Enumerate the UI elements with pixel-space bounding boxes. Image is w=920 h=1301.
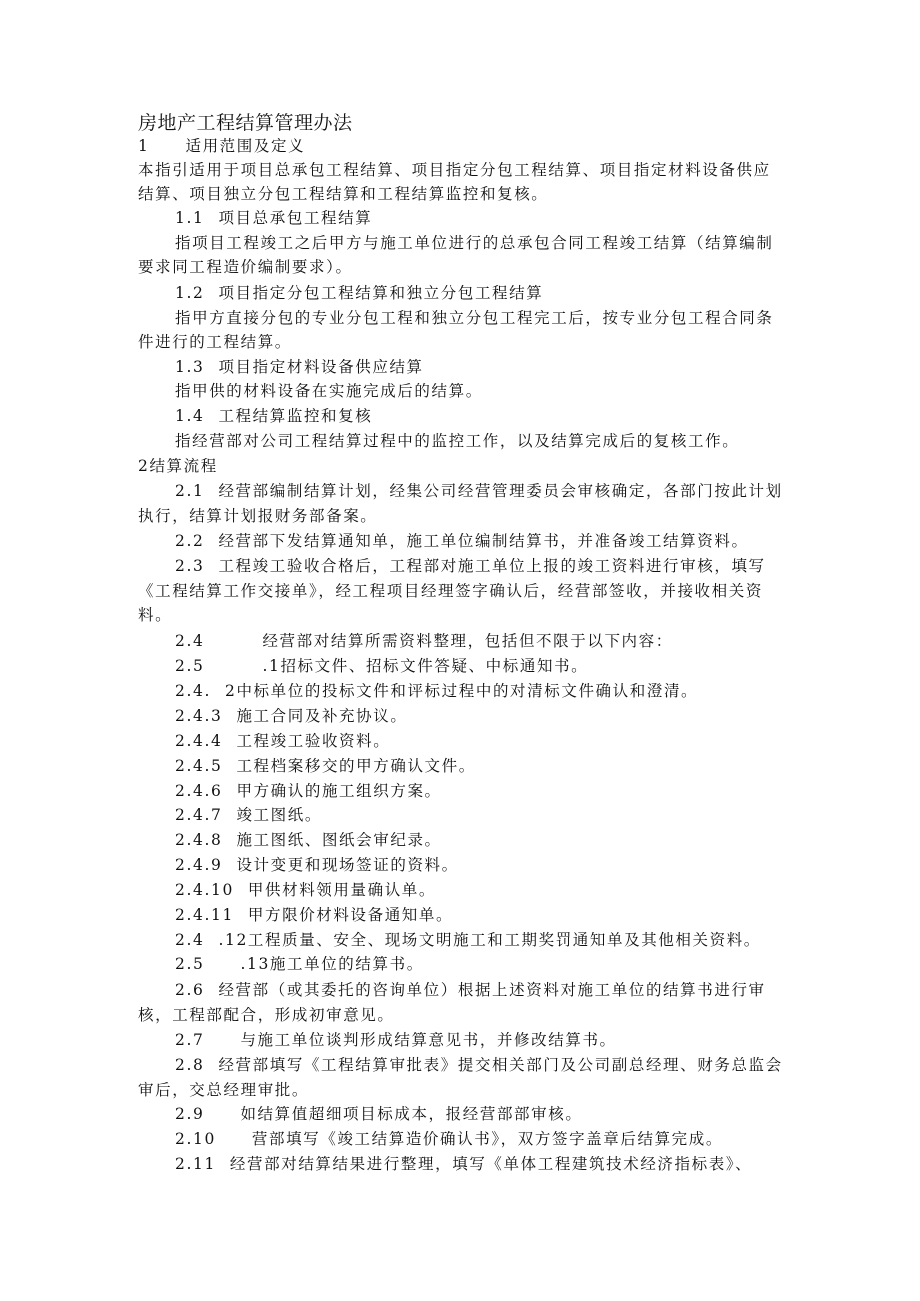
list-item-2-4-12 bbox=[175, 929, 761, 951]
list-item-2-4-9 bbox=[175, 854, 459, 876]
section-number: 1.3 bbox=[175, 358, 205, 376]
section-title: 项目总承包工程结算 bbox=[218, 209, 373, 227]
item-text: 与施工单位谈判形成结算意见书，并修改结算书。 bbox=[240, 1031, 617, 1049]
list-item-2-4-10 bbox=[175, 879, 436, 901]
list-item-2-4-6 bbox=[175, 780, 442, 802]
item-text: .12工程质量、安全、现场文明施工和工期奖罚通知单及其他相关资料。 bbox=[218, 931, 761, 949]
item-number: 2.5 bbox=[175, 955, 205, 973]
item-number: 2.11 bbox=[175, 1155, 216, 1173]
section-number: 1.4 bbox=[175, 407, 205, 425]
paragraph-line: 料。 bbox=[138, 606, 173, 624]
list-item-2-5-13 bbox=[175, 953, 424, 975]
paragraph-line: 结算、项目独立分包工程结算和工程结算监控和复核。 bbox=[138, 185, 549, 203]
list-item-2-9 bbox=[175, 1103, 582, 1125]
paragraph-line: 《工程结算工作交接单》，经工程项目经理签字确认后，经营部签收，并接收相关资 bbox=[138, 582, 763, 600]
paragraph-line: 审后，交总经理审批。 bbox=[138, 1081, 310, 1099]
list-item-2-4 bbox=[175, 630, 673, 652]
section-title: 项目指定材料设备供应结算 bbox=[218, 358, 424, 376]
section-number: 1.2 bbox=[175, 284, 205, 302]
item-text: .13施工单位的结算书。 bbox=[240, 955, 424, 973]
item-number: 2.1 bbox=[175, 482, 205, 500]
item-number: 2.4 bbox=[175, 931, 205, 949]
paragraph-line: 本指引适用于项目总承包工程结算、项目指定分包工程结算、项目指定材料设备供应 bbox=[138, 161, 771, 179]
item-number: 2.4.8 bbox=[175, 831, 223, 849]
item-number: 2.6 bbox=[175, 981, 205, 999]
item-text: 经营部编制结算计划，经集公司经营管理委员会审核确定，各部门按此计划 bbox=[218, 482, 783, 500]
paragraph-line: 指项目工程竣工之后甲方与施工单位进行的总承包合同工程竣工结算（结算编制 bbox=[175, 234, 774, 252]
paragraph-line: 核，工程部配合，形成初审意见。 bbox=[138, 1006, 395, 1024]
item-number: 2.8 bbox=[175, 1056, 205, 1074]
subsection-heading bbox=[175, 207, 372, 229]
item-text: 经营部下发结算通知单，施工单位编制结算书，并准备竣工结算资料。 bbox=[218, 532, 749, 550]
item-number: 2.4.5 bbox=[175, 757, 223, 775]
item-text: 工程档案移交的甲方确认文件。 bbox=[236, 757, 476, 775]
list-item-2-2 bbox=[175, 530, 749, 552]
list-item-2-7 bbox=[175, 1029, 617, 1051]
list-item-2-10 bbox=[175, 1128, 723, 1150]
item-number: 2.4.11 bbox=[175, 906, 234, 924]
paragraph-line: 件进行的工程结算。 bbox=[138, 333, 292, 351]
document-title: 房地产工程结算管理办法 bbox=[138, 112, 353, 134]
paragraph-line: 指甲方直接分包的专业分包工程和独立分包工程完工后，按专业分包工程合同条 bbox=[175, 309, 774, 327]
item-text: 施工合同及补充协议。 bbox=[236, 707, 408, 725]
paragraph-line: 指甲供的材料设备在实施完成后的结算。 bbox=[175, 382, 483, 400]
item-text: 经营部对结算结果进行整理，填写《单体工程建筑技术经济指标表》、 bbox=[229, 1155, 753, 1173]
section-title: 项目指定分包工程结算和独立分包工程结算 bbox=[218, 284, 544, 302]
item-number: 2.4 bbox=[175, 632, 205, 650]
item-text: 经营部（或其委托的咨询单位）根据上述资料对施工单位的结算书进行审 bbox=[218, 981, 766, 999]
list-item-2-4-2 bbox=[175, 680, 698, 702]
item-text: 甲供材料领用量确认单。 bbox=[247, 881, 437, 899]
item-text: 施工图纸、图纸会审纪录。 bbox=[236, 831, 442, 849]
item-text: 工程竣工验收资料。 bbox=[236, 732, 391, 750]
item-number: 2.4.6 bbox=[175, 782, 223, 800]
item-text: 营部填写《竣工结算造价确认书》，双方签字盖章后结算完成。 bbox=[251, 1130, 723, 1148]
item-number: 2.10 bbox=[175, 1130, 216, 1148]
section-1-heading bbox=[138, 135, 305, 157]
item-text: 工程竣工验收合格后，工程部对施工单位上报的竣工资料进行审核，填写 bbox=[218, 557, 766, 575]
paragraph-line: 执行，结算计划报财务部备案。 bbox=[138, 507, 378, 525]
item-number: 2.4.3 bbox=[175, 707, 223, 725]
list-item-2-8 bbox=[175, 1054, 783, 1076]
item-number: 2.4.7 bbox=[175, 806, 223, 824]
list-item-2-4-8 bbox=[175, 829, 442, 851]
item-text: 甲方限价材料设备通知单。 bbox=[247, 906, 454, 924]
section-2-heading: 2结算流程 bbox=[138, 457, 218, 475]
item-text: .1招标文件、招标文件答疑、中标通知书。 bbox=[262, 657, 589, 675]
item-text: 如结算值超细项目标成本，报经营部部审核。 bbox=[240, 1105, 583, 1123]
item-text: 经营部对结算所需资料整理，包括但不限于以下内容： bbox=[262, 632, 673, 650]
section-number: 1.1 bbox=[175, 209, 205, 227]
item-text: 竣工图纸。 bbox=[236, 806, 322, 824]
section-number: 1 bbox=[138, 137, 150, 155]
list-item-2-11 bbox=[175, 1153, 752, 1175]
list-item-2-5 bbox=[175, 655, 588, 677]
paragraph-line: 要求同工程造价编制要求）。 bbox=[138, 258, 353, 276]
item-number: 2.3 bbox=[175, 557, 205, 575]
list-item-2-4-3 bbox=[175, 705, 407, 727]
list-item-2-4-4 bbox=[175, 730, 390, 752]
section-title: 工程结算监控和复核 bbox=[218, 407, 373, 425]
list-item-2-6 bbox=[175, 979, 766, 1001]
list-item-2-4-7 bbox=[175, 804, 322, 826]
item-number: 2.9 bbox=[175, 1105, 205, 1123]
item-number: 2.4.10 bbox=[175, 881, 234, 899]
item-number: 2.7 bbox=[175, 1031, 205, 1049]
list-item-2-1 bbox=[175, 480, 783, 502]
item-text: 经营部填写《工程结算审批表》提交相关部门及公司副总经理、财务总监会 bbox=[218, 1056, 783, 1074]
item-number: 2.4.9 bbox=[175, 856, 223, 874]
item-number: 2.2 bbox=[175, 532, 205, 550]
item-number: 2.4. bbox=[175, 682, 211, 700]
subsection-heading bbox=[175, 356, 424, 378]
list-item-2-3 bbox=[175, 555, 766, 577]
paragraph-line: 指经营部对公司工程结算过程中的监控工作，以及结算完成后的复核工作。 bbox=[175, 432, 740, 450]
item-number: 2.4.4 bbox=[175, 732, 223, 750]
item-text: 甲方确认的施工组织方案。 bbox=[236, 782, 442, 800]
subsection-heading bbox=[175, 282, 543, 304]
subsection-heading bbox=[175, 405, 372, 427]
section-title: 适用范围及定义 bbox=[185, 137, 306, 155]
item-text: 2中标单位的投标文件和评标过程中的对清标文件确认和澄清。 bbox=[224, 682, 699, 700]
item-number: 2.5 bbox=[175, 657, 205, 675]
list-item-2-4-11 bbox=[175, 904, 453, 926]
list-item-2-4-5 bbox=[175, 755, 476, 777]
item-text: 设计变更和现场签证的资料。 bbox=[236, 856, 459, 874]
